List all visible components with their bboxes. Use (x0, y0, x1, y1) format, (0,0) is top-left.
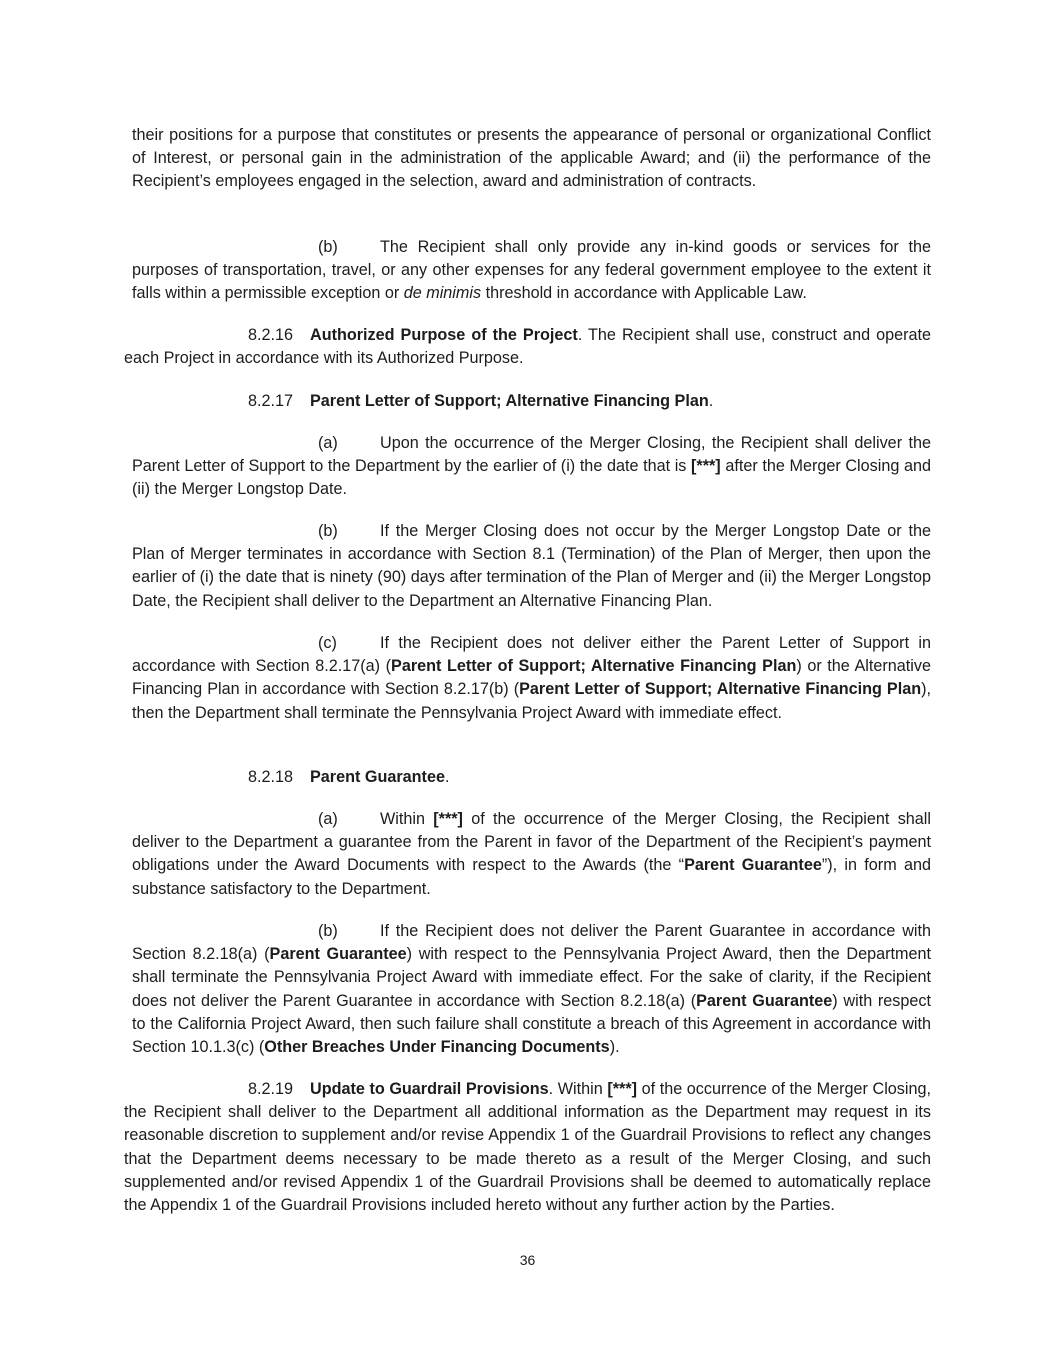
section-8-2-17-a: (a) Upon the occurrence of the Merger Closing, the Recipient shall deliver the Parent Letter of Support to the Department by the earlier of (i) the date that is [***] after the Merger Closing and (ii) the Merger Longstop Date. (132, 434, 931, 499)
section-title: Parent Guarantee (310, 768, 445, 786)
section-title: Parent Letter of Support; Alternative Financing Plan (310, 392, 709, 410)
section-8-2-18-a: (a) Within [***] of the occurrence of the Merger Closing, the Recipient shall deliver to the Department a guarantee from the Parent in favor of the Department of the Recipient’s payment obligations under the Award Documents with respect to the Awards (the “Parent Guarantee”), in form and substance satisfactory to the Department. (132, 810, 931, 898)
section-8-2-17-c: (c) If the Recipient does not deliver either the Parent Letter of Support in accordance with Section 8.2.17(a) (Parent Letter of Support; Alternative Financing Plan) or the Alternative Financing Plan in accordance with Section 8.2.17(b) (Parent Letter of Support; Alternative Financing Plan), then the Department shall terminate the Pennsylvania Project Award with immediate effect. (132, 634, 931, 722)
item-number: (b) (318, 922, 338, 940)
item-number: (c) (318, 634, 337, 652)
redaction-marker: [***] (691, 457, 721, 476)
section-number: 8.2.17 (248, 392, 294, 410)
section-number: 8.2.19 (248, 1080, 294, 1098)
page-number: 36 (519, 1252, 536, 1268)
item-number: (a) (318, 810, 338, 828)
section-title: Update to Guardrail Provisions (310, 1080, 549, 1098)
paragraph-b-inkind: (b) The Recipient shall only provide any in-kind goods or services for the purposes of transportation, travel, or any other expenses for any federal government employee to the extent it falls within a permissible exception or de minimis threshold in accordance with Applicable Law. (132, 238, 931, 303)
section-number: 8.2.18 (248, 768, 294, 786)
section-8-2-19: 8.2.19 Update to Guardrail Provisions. Within [***] of the occurrence of the Merger Closing, the Recipient shall deliver to the Department all additional information as the Department may request in its reasonable discretion to supplement and/or revise Appendix 1 of the Guardrail Provisions to reflect any changes that the Department deems necessary to be made thereto as a result of the Merger Closing, and such supplemented and/or revised Appendix 1 of the Guardrail Provisions shall be deemed to automatically replace the Appendix 1 of the Guardrail Provisions included hereto without any further action by the Parties. (124, 1080, 932, 1215)
item-number: (a) (318, 434, 338, 452)
redaction-marker: [***] (607, 1080, 638, 1098)
redaction-marker: [***] (433, 810, 463, 828)
section-8-2-17-heading: 8.2.17 Parent Letter of Support; Alternative Financing Plan. (248, 390, 713, 413)
section-8-2-18-b: (b) If the Recipient does not deliver the Parent Guarantee in accordance with Section 8.2.18(a) (Parent Guarantee) with respect to the Pennsylvania Project Award, then the Department shall terminate the Pennsylvania Project Award with immediate effect. For the sake of clarity, if the Recipient does not deliver the Parent Guarantee in accordance with Section 8.2.18(a) (Parent Guarantee) with respect to the California Project Award, then such failure shall constitute a breach of this Agreement in accordance with Section 10.1.3(c) (Other Breaches Under Financing Documents). (132, 922, 932, 1057)
section-number: 8.2.16 (248, 326, 294, 344)
italic-term: de minimis (403, 284, 482, 303)
paragraph-continuation (132, 124, 931, 194)
section-title: Authorized Purpose of the Project (310, 326, 578, 344)
section-8-2-17-b: (b) If the Merger Closing does not occur by the Merger Longstop Date or the Plan of Merger terminates in accordance with Section 8.1 (Termination) of the Plan of Merger, then upon the earlier of (i) the date that is ninety (90) days after termination of the Plan of Merger and (ii) the Merger Longstop Date, the Recipient shall deliver to the Department an Alternative Financing Plan. (132, 522, 931, 610)
section-8-2-16: 8.2.16 Authorized Purpose of the Project. The Recipient shall use, construct and operate each Project in accordance with its Authorized Purpose. (124, 326, 931, 368)
section-8-2-18-heading: 8.2.18 Parent Guarantee. (248, 766, 449, 789)
item-number: (b) (318, 238, 338, 256)
item-number: (b) (318, 522, 338, 540)
paragraph-text: their positions for a purpose that constitutes or presents the appearance of personal or organizational Conflict of Interest, or personal gain in the administration of the applicable Award; and (ii) the performance of the Recipient’s employees engaged in the selection, award and administration of contracts. (132, 126, 931, 191)
